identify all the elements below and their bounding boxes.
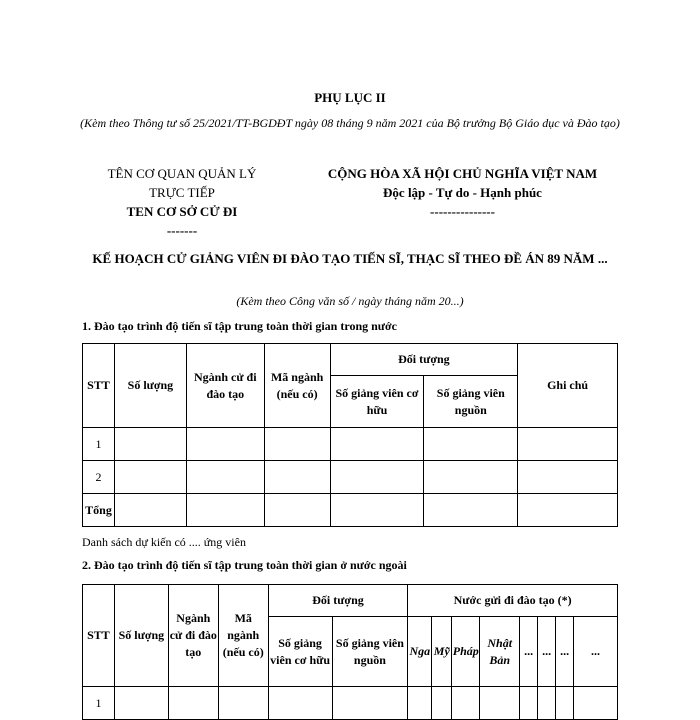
agency-rule: ------- [166, 223, 198, 238]
table-cell [424, 494, 518, 527]
row-stt: 1 [83, 428, 115, 461]
agency-line-2: TRỰC TIẾP [149, 185, 215, 200]
header-country: Nga [408, 617, 432, 687]
table-cell [168, 687, 218, 720]
header-ghi-chu: Ghi chú [518, 344, 618, 428]
table-cell [452, 687, 480, 720]
table-cell [186, 461, 264, 494]
table-cell [538, 687, 556, 720]
appendix-title: PHỤ LỤC II [314, 90, 386, 105]
header-co-huu: Số giảng viên cơ hữu [330, 376, 424, 428]
header-nganh: Ngành cử đi đào tạo [186, 344, 264, 428]
header-nguon: Số giảng viên nguồn [332, 617, 408, 687]
nation-line-1: CỘNG HÒA XÃ HỘI CHỦ NGHĨA VIỆT NAM [327, 166, 598, 181]
table-cell [520, 687, 538, 720]
agency-block [92, 164, 272, 240]
table-cell [186, 494, 264, 527]
table-cell [330, 494, 424, 527]
header-nguon: Số giảng viên nguồn [424, 376, 518, 428]
header-country: ... [556, 617, 574, 687]
table-cell [424, 428, 518, 461]
header-ma-nganh: Mã ngành (nếu có) [264, 344, 330, 428]
nation-line-2: Độc lập - Tự do - Hạnh phúc [383, 185, 542, 200]
table-cell [264, 494, 330, 527]
table-cell [424, 461, 518, 494]
table-cell [574, 687, 618, 720]
row-stt: 2 [83, 461, 115, 494]
nation-rule: --------------- [430, 204, 495, 219]
section-1-footer: Danh sách dự kiến có .... ứng viên [82, 535, 246, 549]
header-country: ... [520, 617, 538, 687]
header-so-luong: Số lượng [114, 585, 168, 687]
table-cell [114, 687, 168, 720]
table-cell [556, 687, 574, 720]
table-cell [332, 687, 408, 720]
header-ma-nganh: Mã ngành (nếu có) [218, 585, 268, 687]
header-so-luong: Số lượng [114, 344, 186, 428]
header-country: Mỹ [432, 617, 452, 687]
table-cell [264, 428, 330, 461]
table-cell [432, 687, 452, 720]
table-cell [186, 428, 264, 461]
section-1-table [82, 343, 618, 527]
table-cell [408, 687, 432, 720]
table-cell [114, 494, 186, 527]
table-cell [264, 461, 330, 494]
agency-line-3: TEN CƠ SỞ CỬ ĐI [126, 204, 238, 219]
table-cell [114, 428, 186, 461]
header-nuoc-gui: Nước gửi đi đào tạo (*) [408, 585, 618, 617]
agency-line-1: TÊN CƠ QUAN QUẢN LÝ [107, 166, 257, 181]
header-co-huu: Số giảng viên cơ hữu [268, 617, 332, 687]
header-doi-tuong: Đối tượng [330, 344, 518, 376]
header-stt: STT [83, 585, 115, 687]
section-2-heading: 2. Đào tạo trình độ tiến sĩ tập trung toàn thời gian ở nước ngoài [82, 558, 407, 572]
nation-block [295, 164, 630, 221]
table-cell [518, 494, 618, 527]
table-cell [480, 687, 520, 720]
header-country: Nhật Bản [480, 617, 520, 687]
header-nganh: Ngành cử đi đào tạo [168, 585, 218, 687]
header-country: ... [538, 617, 556, 687]
header-doi-tuong: Đối tượng [268, 585, 408, 617]
table-cell [114, 461, 186, 494]
header-country: Pháp [452, 617, 480, 687]
table-cell [518, 461, 618, 494]
row-stt: 1 [83, 687, 115, 720]
plan-note: (Kèm theo Công văn số / ngày tháng năm 20...) [236, 294, 464, 308]
appendix-note: (Kèm theo Thông tư số 25/2021/TT-BGDĐT ngày 08 tháng 9 năm 2021 của Bộ trưởng Bộ Giáo dục và Đào tạo) [80, 116, 620, 130]
section-1-heading: 1. Đào tạo trình độ tiến sĩ tập trung toàn thời gian trong nước [82, 319, 397, 333]
table-cell [330, 461, 424, 494]
table-cell [330, 428, 424, 461]
row-total: Tổng [83, 494, 115, 527]
plan-title: KẾ HOẠCH CỬ GIẢNG VIÊN ĐI ĐÀO TẠO TIẾN SĨ, THẠC SĨ THEO ĐỀ ÁN 89 NĂM ... [92, 251, 608, 266]
header-stt: STT [83, 344, 115, 428]
table-cell [268, 687, 332, 720]
header-country: ... [574, 617, 618, 687]
table-cell [518, 428, 618, 461]
table-cell [218, 687, 268, 720]
